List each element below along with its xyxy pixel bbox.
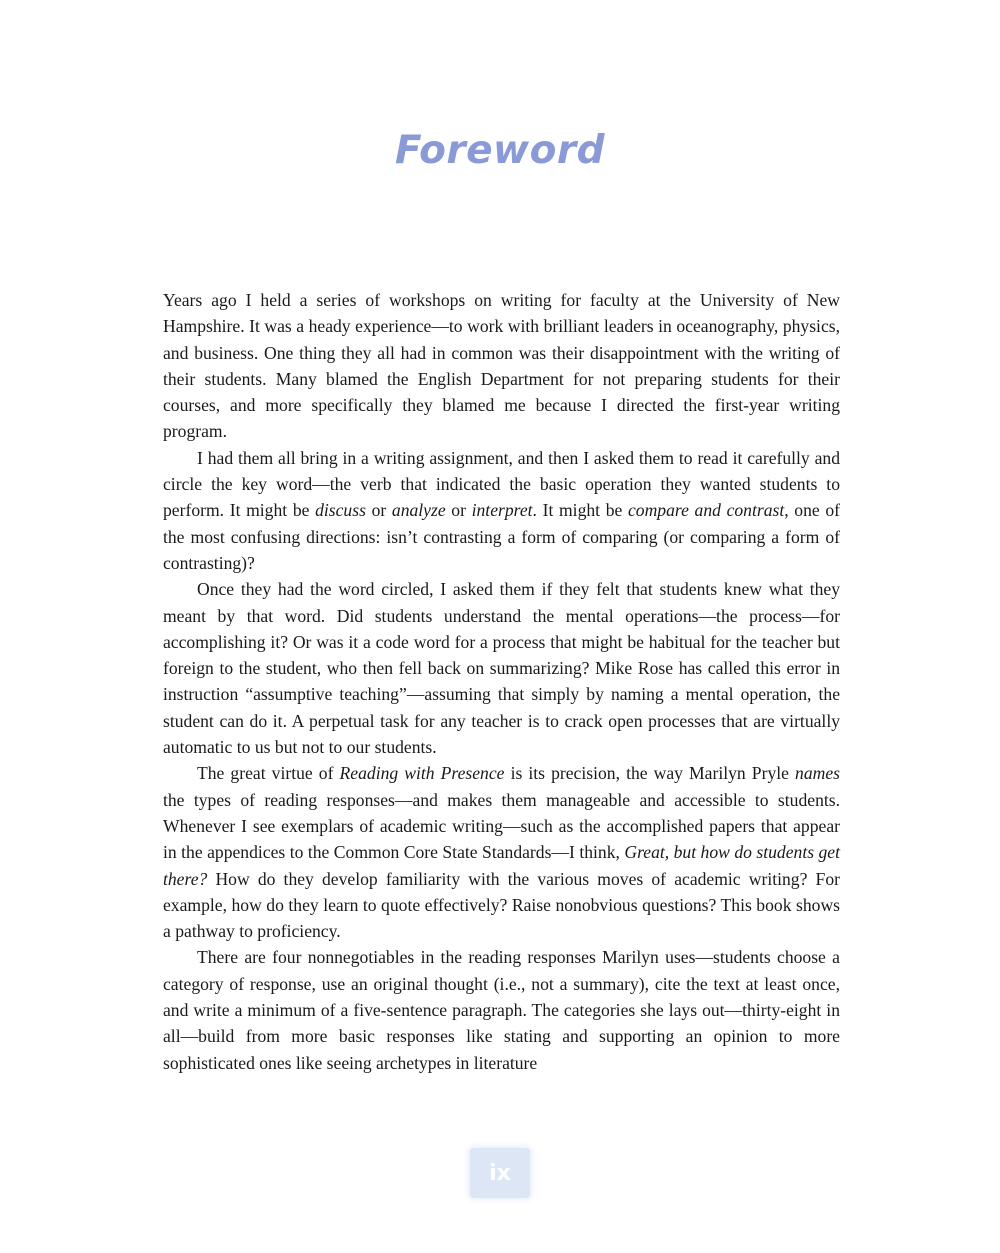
italic-run: names	[795, 763, 840, 784]
italic-run: Great, but how do students get there?	[163, 842, 840, 889]
text-run: Once they had the word circled, I asked them if they felt that students knew what they meant by that word. Did students understand the mental operations—the process—for accomplishing it? Or was it a code word for a process that might be habitual for the teacher but foreign to the student, who then fell back on summarizing? Mike Rose has called this error in instruction “assumptive teaching”—assuming that simply by naming a mental operation, the student can do it. A perpetual task for any teacher is to crack open processes that are virtually automatic to us but not to our students.	[163, 579, 840, 758]
italic-run: Reading with Presence	[339, 763, 505, 784]
italic-run: analyze	[391, 500, 446, 521]
paragraph	[163, 760, 840, 944]
paragraph	[163, 445, 840, 576]
text-run: How do they develop familiarity with the various moves of academic writing? For example, how do they learn to quote effectively? Raise nonobvious questions? This book shows a pathway to proficiency.	[163, 868, 840, 942]
italic-run: discuss	[315, 500, 366, 521]
foreword-body	[163, 287, 840, 1076]
text-run: Years ago I held a series of workshops on writing for faculty at the University of New Hampshire. It was a heady experience—to work with brilliant leaders in oceanography, physics, and business. One thing they all had in common was their disappointment with the writing of their students. Many blamed the English Department for not preparing students for their courses, and more specifically they blamed me because I directed the first-year writing program.	[163, 290, 840, 442]
text-run: or	[365, 500, 392, 521]
text-run: . It might be	[532, 500, 628, 521]
text-run: I had them all bring in a writing assignment, and then I asked them to read it carefully and circle the key word—the verb that indicated the basic operation they wanted students to perform. It might be	[163, 447, 840, 521]
paragraph	[163, 287, 840, 445]
text-run: There are four nonnegotiables in the reading responses Marilyn uses—students choose a category of response, use an original thought (i.e., not a summary), cite the text at least once, and write a minimum of a five-sentence paragraph. The categories she lays out—thirty-eight in all—build from more basic responses like stating and supporting an opinion to more sophisticated ones like seeing archetypes in literature	[163, 947, 840, 1073]
text-run: is its precision, the way Marilyn Pryle	[504, 763, 796, 784]
paragraph	[163, 576, 840, 760]
text-run: The great virtue of	[197, 763, 340, 784]
text-run: or	[445, 500, 472, 521]
page-title: Foreword	[394, 128, 606, 173]
paragraph	[163, 944, 840, 1075]
italic-run: compare and contrast	[627, 500, 785, 521]
page-number-badge	[470, 1148, 530, 1198]
text-run: , one of the most confusing directions: isn’t contrasting a form of comparing (or comparing a form of contrasting)?	[163, 500, 841, 573]
page-number: ix	[489, 1160, 511, 1186]
italic-run: interpret	[471, 500, 533, 521]
text-run: the types of reading responses—and makes them manageable and accessible to students. Whenever I see exemplars of academic writing—such as the accomplished papers that appear in the appendices to the Common Core State Standards—I think,	[163, 789, 840, 863]
